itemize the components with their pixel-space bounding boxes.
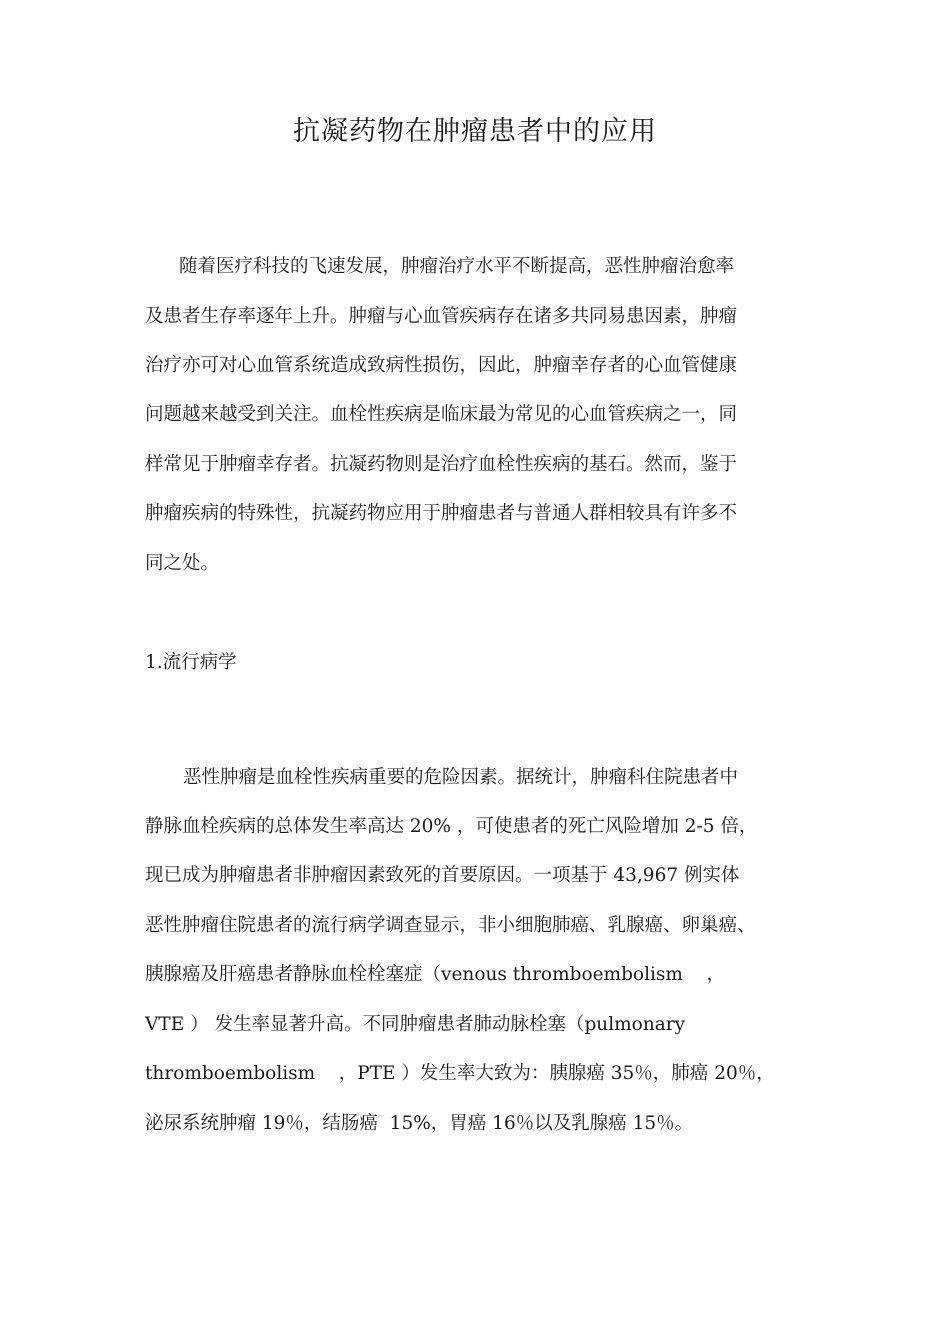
- section-line-4: 恶性肿瘤住院患者的流行病学调查显示，非小细胞肺癌、乳腺癌、卵巢癌、: [145, 915, 756, 936]
- intro-line-7: 同之处。: [145, 553, 220, 574]
- section-heading: 1.流行病学: [145, 652, 237, 673]
- section-line-6: VTE ） 发生率显著升高。不同肿瘤患者肺动脉栓塞（pulmonary: [145, 1014, 686, 1035]
- section-line-5: 胰腺癌及肝癌患者静脉血栓栓塞症（venous thromboembolism ，: [145, 964, 725, 985]
- section-line-1: 恶性肿瘤是血栓性疾病重要的危险因素。据统计，肿瘤科住院患者中: [183, 767, 739, 788]
- intro-line-5: 样常见于肿瘤幸存者。抗凝药物则是治疗血栓性疾病的基石。然而，鉴于: [145, 454, 738, 475]
- intro-line-6: 肿瘤疾病的特殊性，抗凝药物应用于肿瘤患者与普通人群相较具有许多不: [145, 503, 738, 524]
- intro-line-1: 随着医疗科技的飞速发展，肿瘤治疗水平不断提高，恶性肿瘤治愈率: [179, 256, 735, 277]
- intro-line-3: 治疗亦可对心血管系统造成致病性损伤，因此，肿瘤幸存者的心血管健康: [145, 355, 738, 376]
- intro-line-4: 问题越来越受到关注。血栓性疾病是临床最为常见的心血管疾病之一，同: [145, 404, 738, 425]
- section-line-7: thromboembolism ，PTE ）发生率大致为：胰腺癌 35％，肺癌 20％，: [145, 1063, 775, 1084]
- intro-line-2: 及患者生存率逐年上升。肿瘤与心血管疾病存在诸多共同易患因素，肿瘤: [145, 306, 738, 327]
- section-line-2: 静脉血栓疾病的总体发生率高达 20% ，可使患者的死亡风险增加 2-5 倍，: [145, 816, 758, 837]
- section-line-8: 泌尿系统肿瘤 19％，结肠癌 15%，胃癌 16％以及乳腺癌 15％。: [145, 1113, 694, 1134]
- section-line-3: 现已成为肿瘤患者非肿瘤因素致死的首要原因。一项基于 43,967 例实体: [145, 865, 740, 886]
- document-title: 抗凝药物在肿瘤患者中的应用: [293, 116, 657, 147]
